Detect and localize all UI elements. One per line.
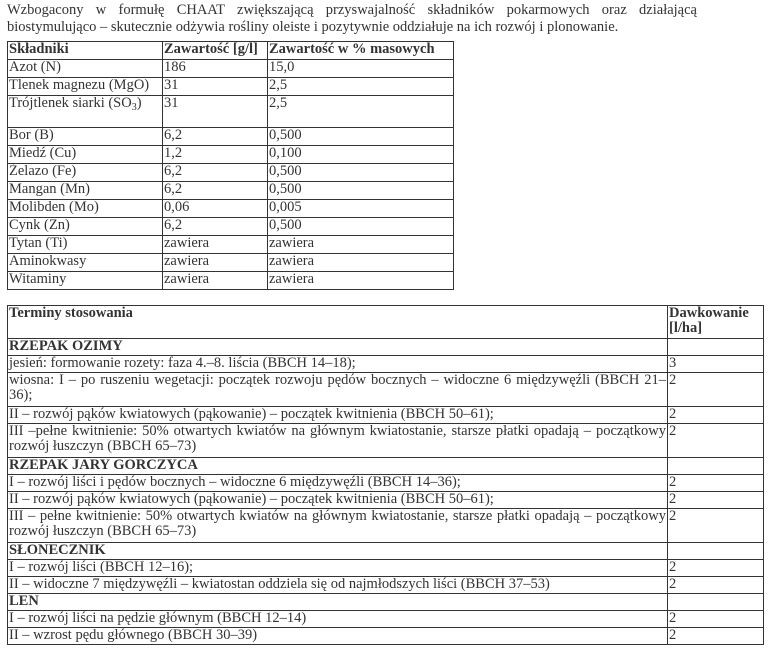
nutrient-row xyxy=(8,218,454,236)
section-empty xyxy=(668,594,764,611)
nutrient-row xyxy=(8,200,454,218)
header-skladniki: Składniki xyxy=(8,42,163,60)
nutrient-row xyxy=(8,164,454,182)
nutrient-pct: 0,005 xyxy=(268,200,454,218)
dosage-term: wiosna: I – po ruszeniu wegetacji: początek rozwoju pędów bocznych – widoczne 6 międzywęźli (BBCH 21–36); xyxy=(8,373,668,407)
section-empty xyxy=(668,339,764,356)
nutrient-gl: zawiera xyxy=(163,254,268,272)
nutrient-gl: 31 xyxy=(163,78,268,96)
section-row xyxy=(8,543,764,560)
nutrient-pct: 0,100 xyxy=(268,146,454,164)
section-title: SŁONECZNIK xyxy=(8,543,668,560)
nutrient-pct: 0,500 xyxy=(268,128,454,146)
dosage-row xyxy=(8,373,764,407)
dosage-value: 2 xyxy=(668,560,764,577)
nutrient-row xyxy=(8,272,454,290)
dosage-term: III –pełne kwitnienie: 50% otwartych kwiatów na głównym kwiatostanie, starsze płatki opadają – początkowy rozwój łuszczyn (BBCH 65–73) xyxy=(8,424,668,458)
dosage-value: 2 xyxy=(668,373,764,407)
dosage-row xyxy=(8,475,764,492)
nutrient-row xyxy=(8,128,454,146)
nutrient-pct: zawiera xyxy=(268,254,454,272)
nutrient-row xyxy=(8,254,454,272)
dosage-value: 2 xyxy=(668,611,764,628)
dosage-term: II – rozwój pąków kwiatowych (pąkowanie) – początek kwitnienia (BBCH 50–61); xyxy=(8,492,668,509)
dosage-term: I – rozwój liści na pędzie głównym (BBCH 12–14) xyxy=(8,611,668,628)
section-row xyxy=(8,339,764,356)
nutrient-gl: 1,2 xyxy=(163,146,268,164)
dosage-row xyxy=(8,407,764,424)
nutrient-pct: 0,500 xyxy=(268,218,454,236)
nutrient-pct: 0,500 xyxy=(268,164,454,182)
header-dawkowanie: Dawkowanie [l/ha] xyxy=(668,306,764,339)
nutrient-gl: 6,2 xyxy=(163,182,268,200)
dosage-row xyxy=(8,628,764,645)
nutrient-row xyxy=(8,182,454,200)
nutrient-gl: 6,2 xyxy=(163,218,268,236)
dosage-term: II – wzrost pędu głównego (BBCH 30–39) xyxy=(8,628,668,645)
nutrient-pct: 2,5 xyxy=(268,96,454,128)
nutrient-row xyxy=(8,96,454,128)
nutrient-pct: 2,5 xyxy=(268,78,454,96)
dosage-value: 2 xyxy=(668,577,764,594)
dosage-row xyxy=(8,509,764,543)
intro-paragraph: Wzbogacony w formułę CHAAT zwiększającą przyswajalność składników pokarmowych oraz działającą biostymulująco – skutecznie odżywia rośliny oleiste i pozytywnie oddziałuje na ich rozwój i plonowanie. xyxy=(7,2,697,35)
nutrients-table xyxy=(7,41,454,290)
header-terminy: Terminy stosowania xyxy=(8,306,668,339)
nutrient-name: Miedź (Cu) xyxy=(8,146,163,164)
nutrient-name: Cynk (Zn) xyxy=(8,218,163,236)
nutrient-name: Bor (B) xyxy=(8,128,163,146)
nutrient-pct: 0,500 xyxy=(268,182,454,200)
section-empty xyxy=(668,543,764,560)
dosage-row xyxy=(8,356,764,373)
nutrient-gl: 6,2 xyxy=(163,128,268,146)
dosage-term: II – rozwój pąków kwiatowych (pąkowanie) – początek kwitnienia (BBCH 50–61); xyxy=(8,407,668,424)
dosage-row xyxy=(8,577,764,594)
nutrient-row xyxy=(8,78,454,96)
dosage-value: 2 xyxy=(668,424,764,458)
nutrient-gl: zawiera xyxy=(163,236,268,254)
dosage-term: I – rozwój liści (BBCH 12–16); xyxy=(8,560,668,577)
dosage-row xyxy=(8,611,764,628)
dosage-value: 2 xyxy=(668,628,764,645)
dosage-value: 3 xyxy=(668,356,764,373)
nutrient-name: Tlenek magnezu (MgO) xyxy=(8,78,163,96)
dosage-value: 2 xyxy=(668,475,764,492)
nutrient-name: Mangan (Mn) xyxy=(8,182,163,200)
nutrient-name: Molibden (Mo) xyxy=(8,200,163,218)
section-row xyxy=(8,594,764,611)
dosage-value: 2 xyxy=(668,509,764,543)
dosage-term: III – pełne kwitnienie: 50% otwartych kwiatów na głównym kwiatostanie, starsze płatki opadają – początkowy rozwój łuszczyn (BBCH 65–73) xyxy=(8,509,668,543)
nutrient-name: Aminokwasy xyxy=(8,254,163,272)
dosage-term: II – widoczne 7 międzywęźli – kwiatostan oddziela się od najmłodszych liści (BBCH 37–53) xyxy=(8,577,668,594)
dosage-row xyxy=(8,492,764,509)
section-empty xyxy=(668,458,764,475)
so3-subscript: 3 xyxy=(131,102,137,113)
nutrient-row xyxy=(8,60,454,78)
dosage-value: 2 xyxy=(668,407,764,424)
nutrient-pct: zawiera xyxy=(268,236,454,254)
dosage-row xyxy=(8,424,764,458)
nutrient-name: Witaminy xyxy=(8,272,163,290)
nutrient-name: Żelazo (Fe) xyxy=(8,164,163,182)
nutrient-pct: zawiera xyxy=(268,272,454,290)
nutrient-row xyxy=(8,236,454,254)
nutrients-header-row xyxy=(8,42,454,60)
nutrient-gl: 0,06 xyxy=(163,200,268,218)
nutrient-name xyxy=(8,96,163,128)
header-zawartosc-gl: Zawartość [g/l] xyxy=(163,42,268,60)
dosage-table xyxy=(7,305,764,645)
header-zawartosc-pct: Zawartość w % masowych xyxy=(268,42,454,60)
nutrient-gl: zawiera xyxy=(163,272,268,290)
dosage-term: I – rozwój liści i pędów bocznych – widoczne 6 międzywęźli (BBCH 14–36); xyxy=(8,475,668,492)
dosage-value: 2 xyxy=(668,492,764,509)
section-title: RZEPAK JARY GORCZYCA xyxy=(8,458,668,475)
dosage-row xyxy=(8,560,764,577)
nutrient-gl: 6,2 xyxy=(163,164,268,182)
section-row xyxy=(8,458,764,475)
nutrient-name: Azot (N) xyxy=(8,60,163,78)
nutrient-row xyxy=(8,146,454,164)
nutrient-pct: 15,0 xyxy=(268,60,454,78)
so3-close: ) xyxy=(136,95,142,111)
nutrient-name: Tytan (Ti) xyxy=(8,236,163,254)
dosage-header-row xyxy=(8,306,764,339)
dosage-term: jesień: formowanie rozety: faza 4.–8. liścia (BBCH 14–18); xyxy=(8,356,668,373)
section-title: LEN xyxy=(8,594,668,611)
section-title: RZEPAK OZIMY xyxy=(8,339,668,356)
nutrient-gl: 31 xyxy=(163,96,268,128)
nutrient-gl: 186 xyxy=(163,60,268,78)
so3-base: Trójtlenek siarki (SO xyxy=(9,95,132,111)
